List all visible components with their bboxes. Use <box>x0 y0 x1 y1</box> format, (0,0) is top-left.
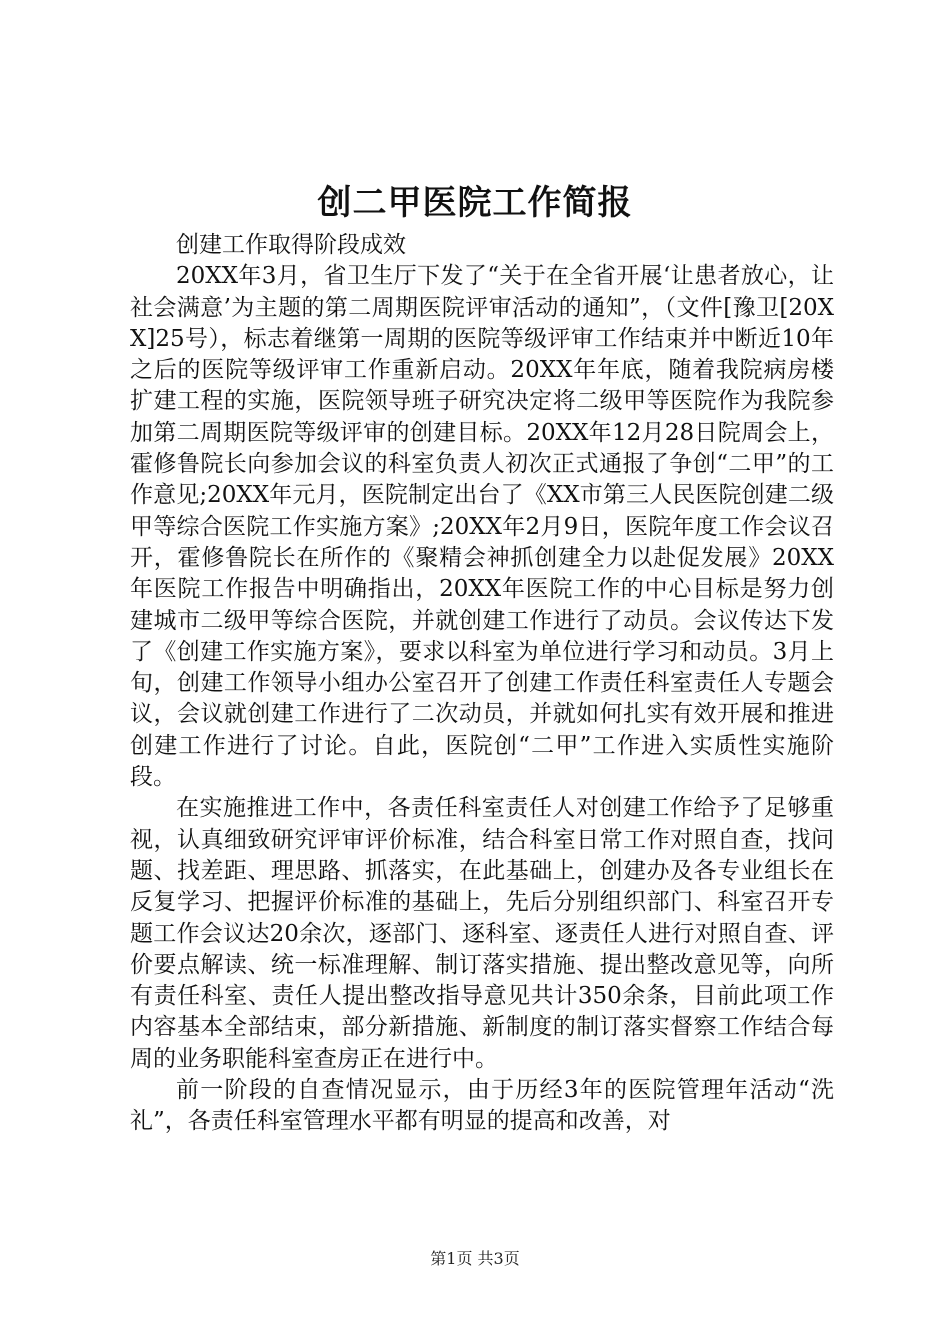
paragraph-2: 在实施推进工作中，各责任科室责任人对创建工作给予了足够重视，认真细致研究评审评价标准，结合科室日常工作对照自查，找问题、找差距、理思路、抓落实，在此基础上，创建办及各专业组长在反复学习、把握评价标准的基础上，先后分别组织部门、科室召开专题工作会议达20余次，逐部门、逐科室、逐责任人进行对照自查、评价要点解读、统一标准理解、制订落实措施、提出整改意见等，向所有责任科室、责任人提出整改指导意见共计350余条，目前此项工作内容基本全部结束，部分新措施、新制度的制订落实督察工作结合每周的业务职能科室查房正在进行中。 <box>130 795 834 1072</box>
paragraph-3: 前一阶段的自查情况显示，由于历经3年的医院管理年活动“洗礼”，各责任科室管理水平都有明显的提高和改善，对 <box>130 1077 834 1135</box>
page-number: 第1页 共3页 <box>430 1249 520 1268</box>
document-subtitle: 创建工作取得阶段成效 <box>176 232 406 258</box>
paragraph-1: 20XX年3月，省卫生厅下发了“关于在全省开展‘让患者放心，让社会满意’为主题的第二周期医院评审活动的通知”，（文件[豫卫[20XX]25号），标志着继第一周期的医院等级评审工作结束并中断近10年之后的医院等级评审工作重新启动。20XX年年底，随着我院病房楼扩建工程的实施，医院领导班子研究决定将二级甲等医院作为我院参加第二周期医院等级评审的创建目标。20XX年12月28日院周会上，霍修鲁院长向参加会议的科室负责人初次正式通报了争创“二甲”的工作意见;20XX年元月，医院制定出台了《XX市第三人民医院创建二级甲等综合医院工作实施方案》;20XX年2月9日，医院年度工作会议召开，霍修鲁院长在所作的《聚精会神抓创建全力以赴促发展》20XX年医院工作报告中明确指出，20XX年医院工作的中心目标是努力创建城市二级甲等综合医院，并就创建工作进行了动员。会议传达下发了《创建工作实施方案》，要求以科室为单位进行学习和动员。3月上旬，创建工作领导小组办公室召开了创建工作责任科室责任人专题会议，会议就创建工作进行了二次动员，并就如何扎实有效开展和推进创建工作进行了讨论。自此，医院创“二甲”工作进入实质性实施阶段。 <box>130 263 834 791</box>
document-body <box>130 230 834 1138</box>
document-title: 创二甲医院工作简报 <box>317 183 633 223</box>
